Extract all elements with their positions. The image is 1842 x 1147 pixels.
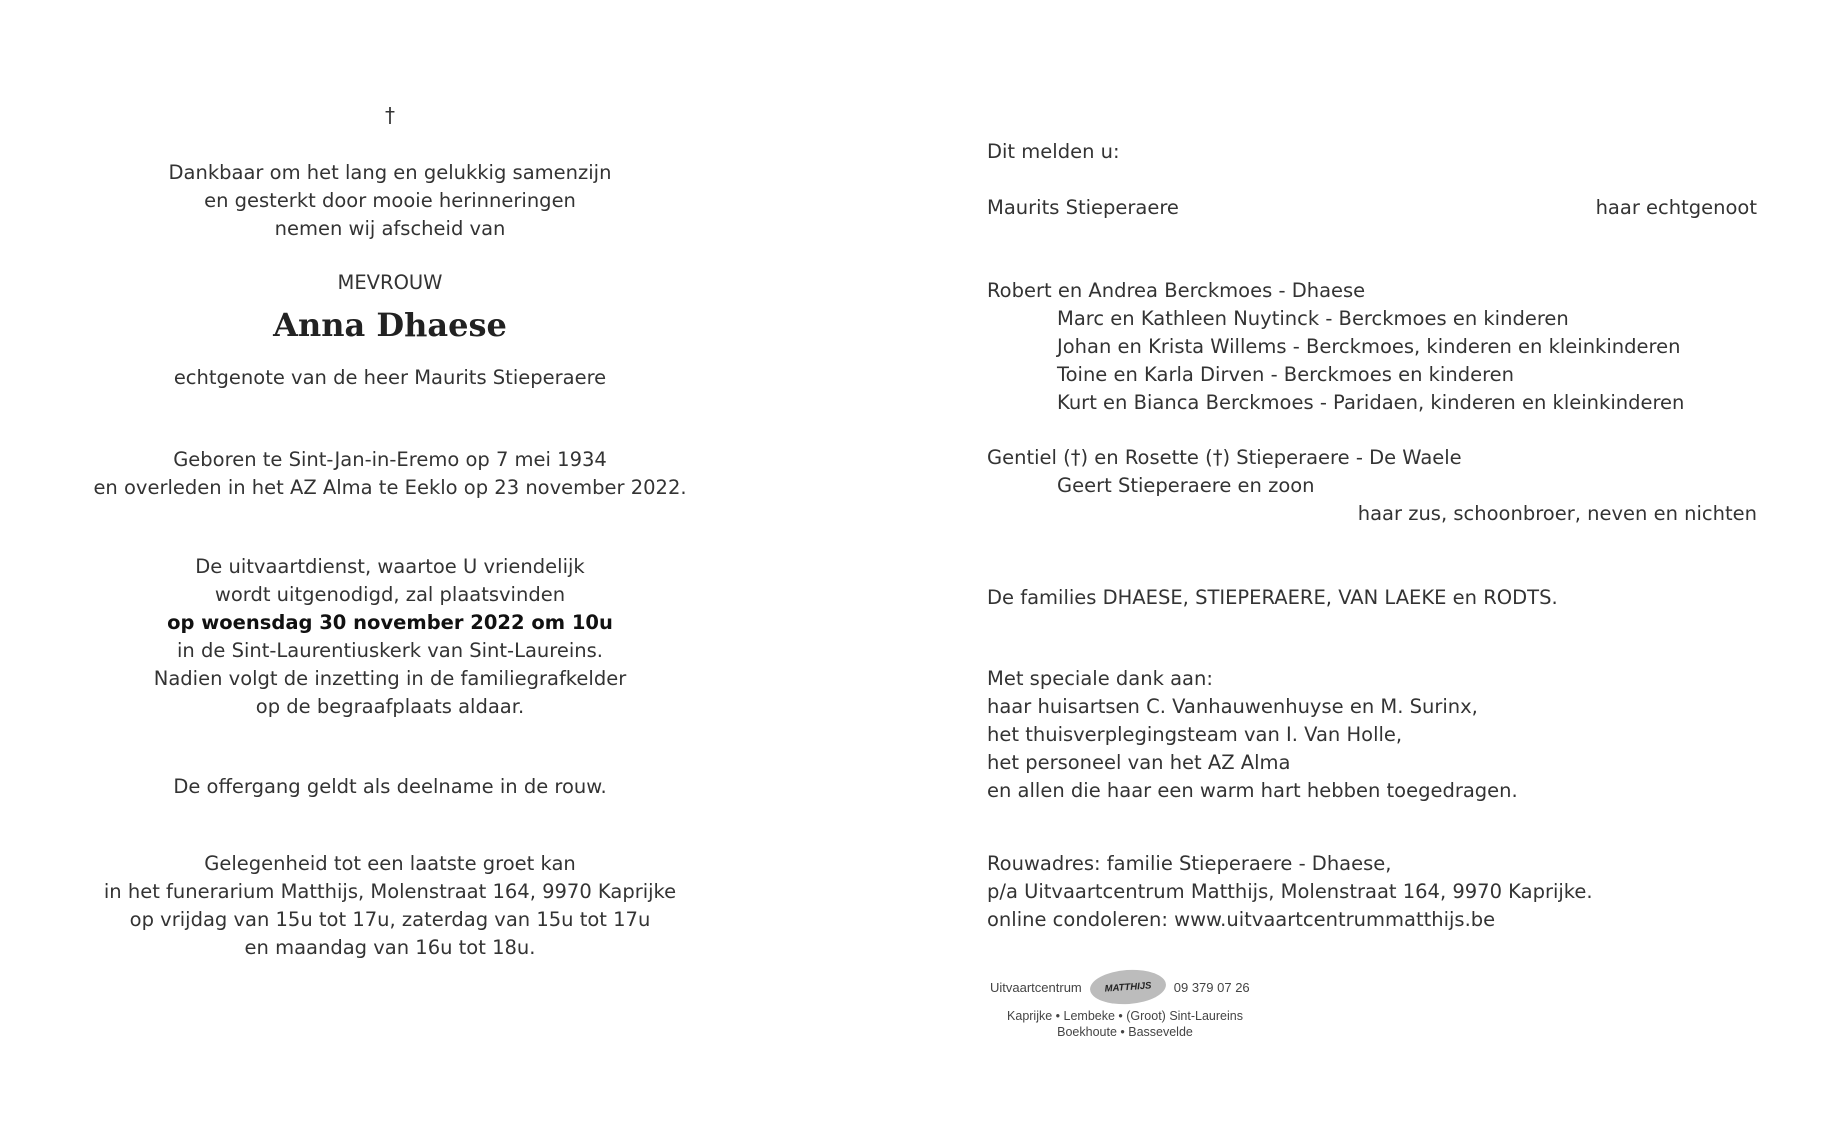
birth-death-text xyxy=(60,446,720,502)
offering-text: De offergang geldt als deelname in de rouw. xyxy=(173,775,607,798)
born-line: Geboren te Sint-Jan-in-Eremo op 7 mei 1934 xyxy=(173,448,607,471)
footer-locations xyxy=(990,1008,1260,1040)
families-text: De families DHAESE, STIEPERAERE, VAN LAEKE en RODTS. xyxy=(987,586,1558,609)
address-line: p/a Uitvaartcentrum Matthijs, Molenstraat 164, 9970 Kaprijke. xyxy=(987,880,1593,903)
announce-text: Dit melden u: xyxy=(987,140,1120,163)
locations-line: Boekhoute • Bassevelde xyxy=(1057,1025,1193,1039)
visit-line: op vrijdag van 15u tot 17u, zaterdag van 15u tot 17u xyxy=(129,908,651,931)
intro-text xyxy=(60,159,720,243)
footer-row xyxy=(990,970,1290,1004)
footer-phone: 09 379 07 26 xyxy=(1173,979,1250,995)
visitation-info xyxy=(60,850,720,962)
address-line: Rouwadres: familie Stieperaere - Dhaese, xyxy=(987,852,1392,875)
visit-line: en maandag van 16u tot 18u. xyxy=(244,936,536,959)
family-head: Robert en Andrea Berckmoes - Dhaese xyxy=(987,279,1366,302)
family-member: Marc en Kathleen Nuytinck - Berckmoes en kinderen xyxy=(1057,307,1569,330)
funeral-service xyxy=(60,553,720,721)
family-member: Kurt en Bianca Berckmoes - Paridaen, kinderen en kleinkinderen xyxy=(1057,391,1685,414)
visit-line: in het funerarium Matthijs, Molenstraat 164, 9970 Kaprijke xyxy=(103,880,677,903)
thanks-line: haar huisartsen C. Vanhauwenhuyse en M. Surinx, xyxy=(987,695,1478,718)
spouse-text: echtgenote van de heer Maurits Stieperaere xyxy=(173,366,607,389)
thanks-line: het personeel van het AZ Alma xyxy=(987,751,1291,774)
family-berckmoes xyxy=(987,277,1757,417)
thanks-section xyxy=(987,665,1757,805)
service-line: De uitvaartdienst, waartoe U vriendelijk xyxy=(195,555,585,578)
service-line: wordt uitgenodigd, zal plaatsvinden xyxy=(214,583,566,606)
intro-line: Dankbaar om het lang en gelukkig samenzijn xyxy=(168,161,612,184)
family-stieperaere xyxy=(987,444,1757,528)
condolence-link: online condoleren: www.uitvaartcentrummatthijs.be xyxy=(987,908,1496,931)
intro-line: nemen wij afscheid van xyxy=(274,217,506,240)
service-line: op de begraafplaats aldaar. xyxy=(255,695,525,718)
service-line: in de Sint-Laurentiuskerk van Sint-Laureins. xyxy=(177,639,603,662)
intro-line: en gesterkt door mooie herinneringen xyxy=(204,189,576,212)
died-line: en overleden in het AZ Alma te Eeklo op 23 november 2022. xyxy=(93,476,687,499)
footer-label: Uitvaartcentrum xyxy=(990,979,1082,995)
husband-name: Maurits Stieperaere xyxy=(987,196,1179,219)
husband-role: haar echtgenoot xyxy=(1595,196,1757,219)
locations-line: Kaprijke • Lembeke • (Groot) Sint-Laureins xyxy=(1007,1009,1243,1023)
deceased-name: Anna Dhaese xyxy=(273,306,507,344)
honorific: MEVROUW xyxy=(337,271,443,294)
thanks-line: het thuisverplegingsteam van I. Van Holle, xyxy=(987,723,1403,746)
thanks-line: en allen die haar een warm hart hebben toegedragen. xyxy=(987,779,1518,802)
family-role: haar zus, schoonbroer, neven en nichten xyxy=(1357,502,1757,525)
husband-row xyxy=(987,194,1757,222)
family-member: Geert Stieperaere en zoon xyxy=(1057,474,1315,497)
mourning-address xyxy=(987,850,1757,934)
matthijs-logo: MATTHIJS xyxy=(1089,967,1167,1006)
service-line: Nadien volgt de inzetting in de familiegrafkelder xyxy=(153,667,627,690)
service-date: op woensdag 30 november 2022 om 10u xyxy=(167,611,613,634)
cross-symbol: † xyxy=(385,103,395,127)
family-member: Toine en Karla Dirven - Berckmoes en kinderen xyxy=(1057,363,1515,386)
funeral-home-footer xyxy=(990,970,1290,1040)
family-head: Gentiel (†) en Rosette (†) Stieperaere - De Waele xyxy=(987,446,1462,469)
thanks-line: Met speciale dank aan: xyxy=(987,667,1213,690)
family-member: Johan en Krista Willems - Berckmoes, kinderen en kleinkinderen xyxy=(1057,335,1681,358)
visit-line: Gelegenheid tot een laatste groet kan xyxy=(204,852,576,875)
